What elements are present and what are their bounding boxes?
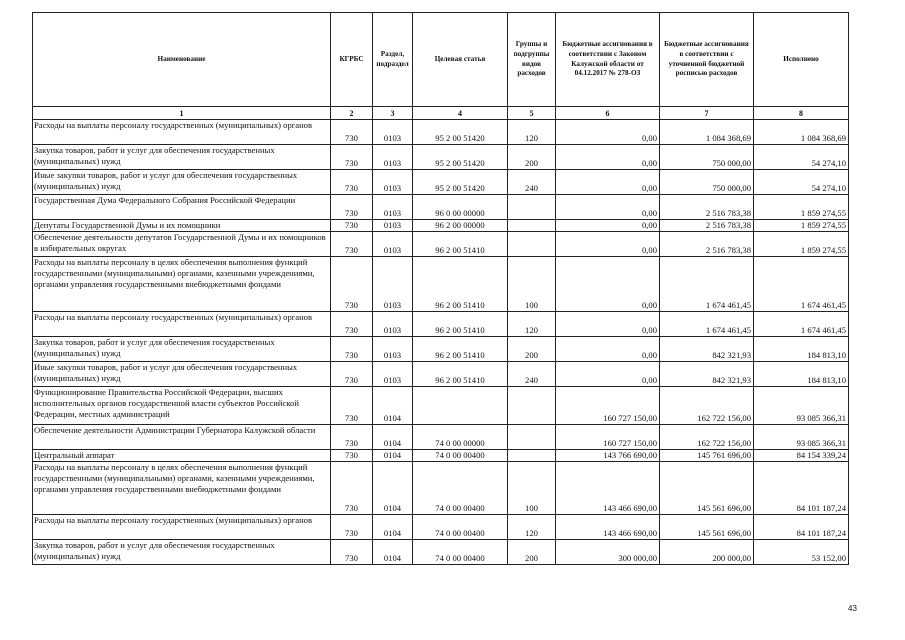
header-statya: Целевая статья bbox=[413, 13, 508, 107]
cell-ispoln: 53 152,00 bbox=[754, 540, 849, 565]
column-number: 3 bbox=[373, 107, 413, 120]
cell-kgrbs: 730 bbox=[331, 220, 373, 232]
cell-vid bbox=[508, 387, 556, 425]
cell-zakon: 0,00 bbox=[556, 337, 660, 362]
cell-vid bbox=[508, 450, 556, 462]
cell-zakon: 300 000,00 bbox=[556, 540, 660, 565]
cell-razdel: 0103 bbox=[373, 232, 413, 257]
page-number: 43 bbox=[848, 604, 857, 613]
cell-ispoln: 1 674 461,45 bbox=[754, 312, 849, 337]
cell-razdel: 0103 bbox=[373, 120, 413, 145]
cell-kgrbs: 730 bbox=[331, 312, 373, 337]
cell-statya: 96 2 00 51410 bbox=[413, 362, 508, 387]
cell-statya: 74 0 00 00400 bbox=[413, 462, 508, 515]
cell-vid: 240 bbox=[508, 170, 556, 195]
cell-razdel: 0104 bbox=[373, 425, 413, 450]
cell-vid: 120 bbox=[508, 312, 556, 337]
cell-utoch: 2 516 783,38 bbox=[660, 232, 754, 257]
cell-ispoln: 93 085 366,31 bbox=[754, 387, 849, 425]
cell-kgrbs: 730 bbox=[331, 462, 373, 515]
cell-name: Государственная Дума Федерального Собрания Российской Федерации bbox=[33, 195, 331, 220]
cell-statya: 96 2 00 51410 bbox=[413, 337, 508, 362]
cell-zakon: 0,00 bbox=[556, 120, 660, 145]
cell-utoch: 750 000,00 bbox=[660, 145, 754, 170]
cell-zakon: 0,00 bbox=[556, 145, 660, 170]
cell-kgrbs: 730 bbox=[331, 145, 373, 170]
cell-razdel: 0104 bbox=[373, 515, 413, 540]
cell-kgrbs: 730 bbox=[331, 540, 373, 565]
cell-zakon: 143 766 690,00 bbox=[556, 450, 660, 462]
cell-name: Иные закупки товаров, работ и услуг для обеспечения государственных (муниципальных) нужд bbox=[33, 170, 331, 195]
cell-utoch: 162 722 156,00 bbox=[660, 425, 754, 450]
cell-name: Расходы на выплаты персоналу государственных (муниципальных) органов bbox=[33, 312, 331, 337]
cell-ispoln: 84 101 187,24 bbox=[754, 515, 849, 540]
cell-ispoln: 184 813,10 bbox=[754, 362, 849, 387]
cell-statya: 96 2 00 51410 bbox=[413, 232, 508, 257]
header-utoch: Бюджетные ассигнования в соответствии с уточненной бюджетной росписью расходов bbox=[660, 13, 754, 107]
cell-vid bbox=[508, 220, 556, 232]
cell-statya: 74 0 00 00400 bbox=[413, 450, 508, 462]
cell-utoch: 145 561 696,00 bbox=[660, 462, 754, 515]
cell-vid: 240 bbox=[508, 362, 556, 387]
cell-name: Расходы на выплаты персоналу в целях обеспечения выполнения функций государственными (муниципальными) органами, казенными учреждениями, органами управления государственными внебюджетными фондами bbox=[33, 462, 331, 515]
cell-vid: 120 bbox=[508, 120, 556, 145]
cell-ispoln: 84 154 339,24 bbox=[754, 450, 849, 462]
header-kgrbs: КГРБС bbox=[331, 13, 373, 107]
cell-ispoln: 1 859 274,55 bbox=[754, 195, 849, 220]
cell-ispoln: 184 813,10 bbox=[754, 337, 849, 362]
cell-statya: 96 2 00 51410 bbox=[413, 257, 508, 312]
cell-name: Иные закупки товаров, работ и услуг для обеспечения государственных (муниципальных) нужд bbox=[33, 362, 331, 387]
column-number: 1 bbox=[33, 107, 331, 120]
cell-vid bbox=[508, 232, 556, 257]
cell-kgrbs: 730 bbox=[331, 515, 373, 540]
cell-vid: 100 bbox=[508, 462, 556, 515]
cell-razdel: 0103 bbox=[373, 145, 413, 170]
cell-razdel: 0103 bbox=[373, 257, 413, 312]
cell-statya: 96 2 00 00000 bbox=[413, 220, 508, 232]
cell-utoch: 145 761 696,00 bbox=[660, 450, 754, 462]
cell-zakon: 0,00 bbox=[556, 232, 660, 257]
column-number: 5 bbox=[508, 107, 556, 120]
cell-statya: 95 2 00 51420 bbox=[413, 120, 508, 145]
table-row bbox=[33, 450, 849, 462]
cell-statya: 95 2 00 51420 bbox=[413, 170, 508, 195]
cell-utoch: 842 321,93 bbox=[660, 362, 754, 387]
header-razdel: Раздел, подраздел bbox=[373, 13, 413, 107]
cell-vid: 100 bbox=[508, 257, 556, 312]
cell-ispoln: 1 859 274,55 bbox=[754, 232, 849, 257]
cell-razdel: 0104 bbox=[373, 540, 413, 565]
table-row bbox=[33, 220, 849, 232]
table-row bbox=[33, 120, 849, 145]
cell-name: Закупка товаров, работ и услуг для обеспечения государственных (муниципальных) нужд bbox=[33, 337, 331, 362]
header-row bbox=[33, 13, 849, 107]
cell-name: Расходы на выплаты персоналу государственных (муниципальных) органов bbox=[33, 120, 331, 145]
header-zakon: Бюджетные ассигнования в соответствии с Законом Калужской области от 04.12.2017 № 278-ОЗ bbox=[556, 13, 660, 107]
cell-utoch: 1 674 461,45 bbox=[660, 312, 754, 337]
cell-name: Закупка товаров, работ и услуг для обеспечения государственных (муниципальных) нужд bbox=[33, 540, 331, 565]
cell-name: Центральный аппарат bbox=[33, 450, 331, 462]
cell-vid bbox=[508, 195, 556, 220]
cell-razdel: 0104 bbox=[373, 387, 413, 425]
cell-kgrbs: 730 bbox=[331, 387, 373, 425]
table-row bbox=[33, 425, 849, 450]
cell-name: Закупка товаров, работ и услуг для обеспечения государственных (муниципальных) нужд bbox=[33, 145, 331, 170]
cell-statya: 74 0 00 00400 bbox=[413, 515, 508, 540]
table-row bbox=[33, 462, 849, 515]
cell-statya: 74 0 00 00000 bbox=[413, 425, 508, 450]
cell-statya: 95 2 00 51420 bbox=[413, 145, 508, 170]
cell-zakon: 0,00 bbox=[556, 220, 660, 232]
table-row bbox=[33, 195, 849, 220]
cell-vid: 200 bbox=[508, 337, 556, 362]
column-numbers-row bbox=[33, 107, 849, 120]
cell-utoch: 1 674 461,45 bbox=[660, 257, 754, 312]
cell-vid: 200 bbox=[508, 540, 556, 565]
cell-zakon: 0,00 bbox=[556, 257, 660, 312]
cell-ispoln: 84 101 187,24 bbox=[754, 462, 849, 515]
cell-kgrbs: 730 bbox=[331, 257, 373, 312]
cell-zakon: 160 727 150,00 bbox=[556, 425, 660, 450]
cell-zakon: 0,00 bbox=[556, 195, 660, 220]
cell-razdel: 0103 bbox=[373, 362, 413, 387]
cell-razdel: 0103 bbox=[373, 220, 413, 232]
cell-utoch: 842 321,93 bbox=[660, 337, 754, 362]
cell-zakon: 143 466 690,00 bbox=[556, 515, 660, 540]
cell-kgrbs: 730 bbox=[331, 362, 373, 387]
cell-kgrbs: 730 bbox=[331, 425, 373, 450]
cell-statya: 74 0 00 00400 bbox=[413, 540, 508, 565]
table-row bbox=[33, 515, 849, 540]
cell-statya: 96 0 00 00000 bbox=[413, 195, 508, 220]
cell-name: Депутаты Государственной Думы и их помощники bbox=[33, 220, 331, 232]
cell-name: Обеспечение деятельности депутатов Государственной Думы и их помощников в избирательных округах bbox=[33, 232, 331, 257]
column-number: 4 bbox=[413, 107, 508, 120]
cell-ispoln: 54 274,10 bbox=[754, 145, 849, 170]
cell-name: Расходы на выплаты персоналу в целях обеспечения выполнения функций государственными (муниципальными) органами, казенными учреждениями, органами управления государственными внебюджетными фондами bbox=[33, 257, 331, 312]
cell-razdel: 0103 bbox=[373, 170, 413, 195]
cell-razdel: 0103 bbox=[373, 337, 413, 362]
cell-zakon: 0,00 bbox=[556, 312, 660, 337]
cell-razdel: 0103 bbox=[373, 195, 413, 220]
cell-kgrbs: 730 bbox=[331, 337, 373, 362]
table-row bbox=[33, 337, 849, 362]
cell-utoch: 145 561 696,00 bbox=[660, 515, 754, 540]
header-name: Наименование bbox=[33, 13, 331, 107]
cell-utoch: 2 516 783,38 bbox=[660, 220, 754, 232]
cell-kgrbs: 730 bbox=[331, 450, 373, 462]
cell-ispoln: 1 674 461,45 bbox=[754, 257, 849, 312]
cell-zakon: 143 466 690,00 bbox=[556, 462, 660, 515]
cell-vid: 120 bbox=[508, 515, 556, 540]
table-row bbox=[33, 540, 849, 565]
column-number: 6 bbox=[556, 107, 660, 120]
cell-ispoln: 1 859 274,55 bbox=[754, 220, 849, 232]
cell-vid: 200 bbox=[508, 145, 556, 170]
cell-statya bbox=[413, 387, 508, 425]
cell-utoch: 200 000,00 bbox=[660, 540, 754, 565]
cell-ispoln: 93 085 366,31 bbox=[754, 425, 849, 450]
cell-razdel: 0103 bbox=[373, 312, 413, 337]
cell-razdel: 0104 bbox=[373, 450, 413, 462]
cell-razdel: 0104 bbox=[373, 462, 413, 515]
cell-name: Функционирование Правительства Российской Федерации, высших исполнительных органов государственной власти субъектов Российской Федерации, местных администраций bbox=[33, 387, 331, 425]
cell-ispoln: 1 084 368,69 bbox=[754, 120, 849, 145]
cell-ispoln: 54 274,10 bbox=[754, 170, 849, 195]
cell-kgrbs: 730 bbox=[331, 232, 373, 257]
cell-kgrbs: 730 bbox=[331, 170, 373, 195]
column-number: 2 bbox=[331, 107, 373, 120]
header-ispoln: Исполнено bbox=[754, 13, 849, 107]
cell-name: Обеспечение деятельности Администрации Губернатора Калужской области bbox=[33, 425, 331, 450]
column-number: 7 bbox=[660, 107, 754, 120]
table-row bbox=[33, 232, 849, 257]
table-row bbox=[33, 312, 849, 337]
table-row bbox=[33, 362, 849, 387]
cell-vid bbox=[508, 425, 556, 450]
table-row bbox=[33, 387, 849, 425]
header-vid: Группы и подгруппы видов расходов bbox=[508, 13, 556, 107]
cell-utoch: 1 084 368,69 bbox=[660, 120, 754, 145]
cell-name: Расходы на выплаты персоналу государственных (муниципальных) органов bbox=[33, 515, 331, 540]
cell-kgrbs: 730 bbox=[331, 120, 373, 145]
cell-zakon: 0,00 bbox=[556, 170, 660, 195]
cell-utoch: 2 516 783,38 bbox=[660, 195, 754, 220]
cell-utoch: 162 722 156,00 bbox=[660, 387, 754, 425]
cell-zakon: 0,00 bbox=[556, 362, 660, 387]
cell-zakon: 160 727 150,00 bbox=[556, 387, 660, 425]
cell-kgrbs: 730 bbox=[331, 195, 373, 220]
table-row bbox=[33, 257, 849, 312]
column-number: 8 bbox=[754, 107, 849, 120]
cell-statya: 96 2 00 51410 bbox=[413, 312, 508, 337]
table-row bbox=[33, 170, 849, 195]
budget-table bbox=[32, 12, 849, 565]
cell-utoch: 750 000,00 bbox=[660, 170, 754, 195]
table-row bbox=[33, 145, 849, 170]
